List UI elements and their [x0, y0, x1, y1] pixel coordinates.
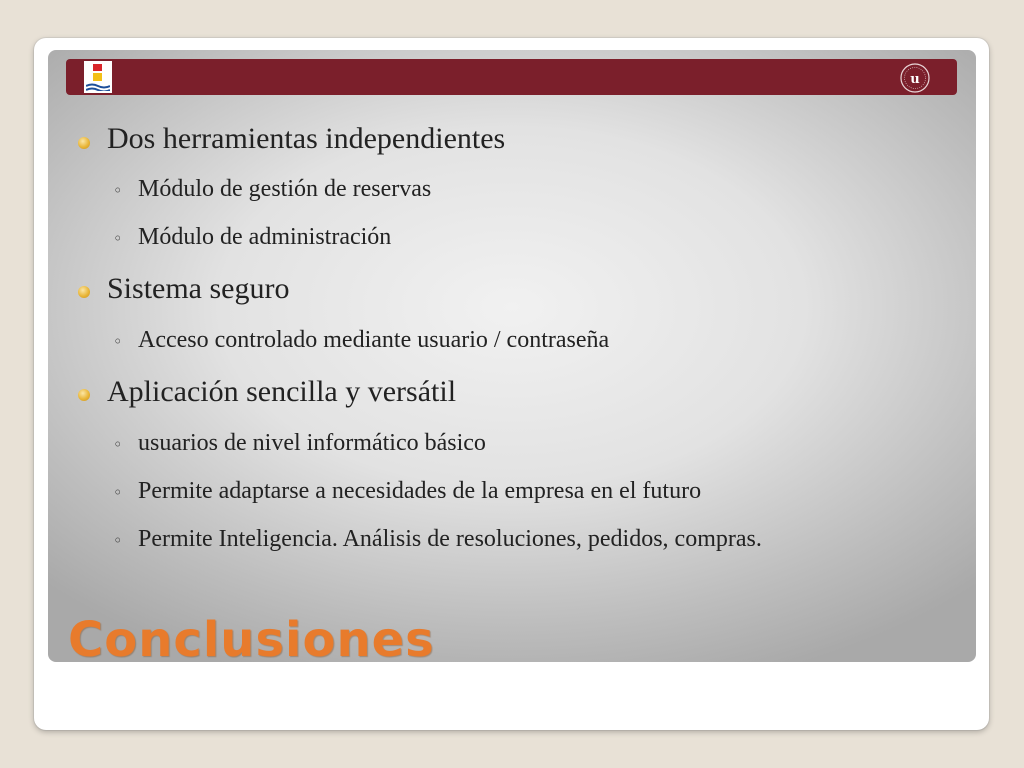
sub-bullet-item: Módulo de gestión de reservas: [138, 176, 432, 202]
bullet-icon: [78, 389, 90, 401]
sub-bullet-item: Permite adaptarse a necesidades de la empresa en el futuro: [138, 478, 702, 504]
bullet-icon: [78, 137, 90, 149]
sub-bullet-item: usuarios de nivel informático básico: [138, 430, 486, 456]
bullet-item: Aplicación sencilla y versátil: [107, 375, 457, 408]
sub-bullet-icon: ◦: [113, 181, 123, 200]
sub-bullet-icon: ◦: [113, 435, 123, 454]
institution-logo-icon: [84, 61, 112, 93]
university-seal-icon: [899, 62, 931, 94]
svg-text:u: u: [910, 72, 920, 87]
sub-bullet-icon: ◦: [113, 483, 123, 502]
bullet-icon: [78, 286, 90, 298]
sub-bullet-icon: ◦: [113, 229, 123, 248]
header-banner: [66, 59, 957, 95]
sub-bullet-icon: ◦: [113, 332, 123, 351]
sub-bullet-item: Acceso controlado mediante usuario / contraseña: [138, 327, 610, 353]
sub-bullet-icon: ◦: [113, 531, 123, 550]
bullet-item: Dos herramientas independientes: [107, 122, 506, 155]
slide-title: Conclusiones: [68, 612, 435, 668]
sub-bullet-item: Módulo de administración: [138, 224, 392, 250]
bullet-item: Sistema seguro: [107, 272, 290, 305]
sub-bullet-item: Permite Inteligencia. Análisis de resoluciones, pedidos, compras.: [138, 526, 762, 552]
